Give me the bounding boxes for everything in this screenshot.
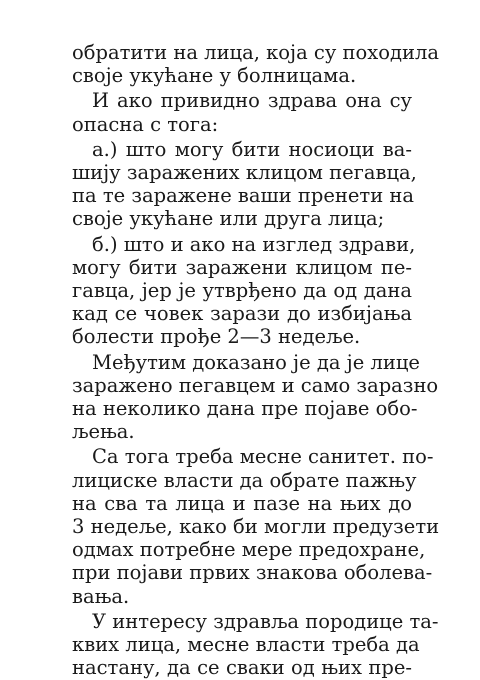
list-item-a-line: а.) што могу бити носиоци ва- — [92, 137, 412, 161]
text-line: одмах потребне мере предохране, — [72, 538, 426, 562]
paragraph-start-line: Међутим доказано је да је лице — [92, 350, 420, 374]
text-line: болести прође 2—3 недеље. — [72, 325, 361, 349]
text-line: опасна с тога: — [72, 112, 219, 136]
text-line: кад се човек зарази до избијања — [72, 302, 412, 326]
text-line: 3 недеље, како би могли предузети — [72, 515, 440, 538]
text-line: квих лица, месне власти треба да — [72, 633, 420, 656]
text-line: на неколико дана пре појаве обо- — [72, 397, 418, 420]
text-line: љења. — [72, 420, 135, 444]
text-line: обратити на лица, која су походила — [72, 41, 440, 64]
list-item-b-line: б.) што и ако на изглед здрави, — [92, 232, 416, 256]
text-line: при појави првих знакова оболева- — [72, 561, 433, 585]
paragraph-start-line: Са тога треба месне санитет. по- — [92, 445, 434, 469]
text-line: настану, да се сваки од њих пре- — [72, 656, 412, 680]
text-line: па те заражене ваши пренети на — [72, 184, 415, 208]
text-line: вања. — [72, 584, 130, 608]
text-line: могу бити заражени клицом пе- — [72, 255, 412, 279]
paragraph-start-line: И ако привидно здрава она су — [92, 89, 412, 113]
text-line: гавца, јер је утврђено да од дана — [72, 279, 412, 302]
text-line: своје укућане у болницама. — [72, 64, 357, 88]
text-line: шију заражених клицом пегавца, — [72, 161, 417, 184]
paragraph-start-line: У интересу здравља породице та- — [92, 609, 439, 633]
text-line: лициске власти да обрате пажњу — [72, 468, 417, 492]
text-line: заражено пегавцем и само заразно — [72, 373, 439, 397]
text-line: на сва та лица и пазе на њих до — [72, 491, 412, 515]
text-line: своје укућане или друга лица; — [72, 207, 385, 231]
